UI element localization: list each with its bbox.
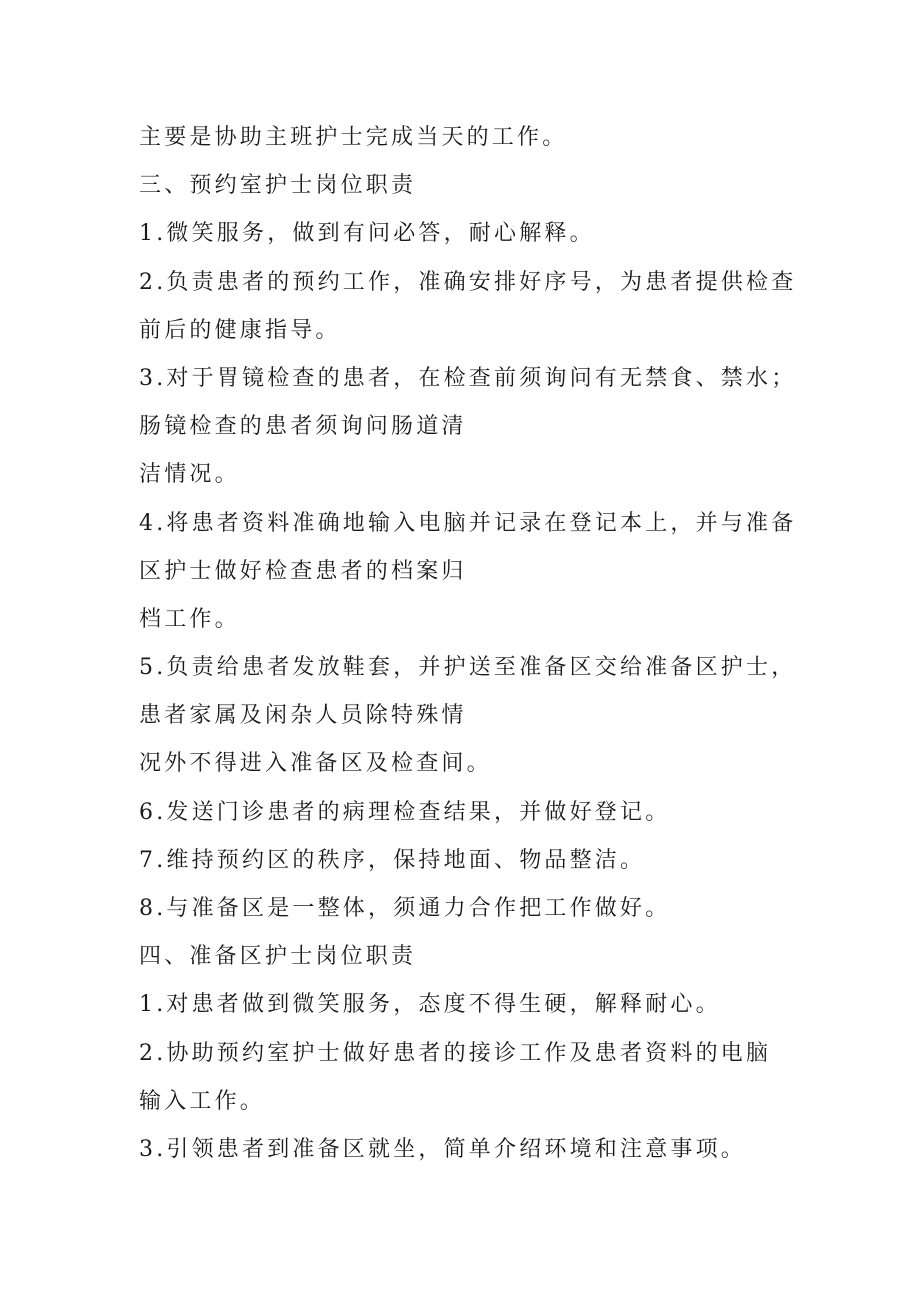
- text-line-12: 5.负责给患者发放鞋套，并护送至准备区交给准备区护士，: [139, 655, 797, 681]
- text-line-6: 3.对于胃镜检查的患者，在检查前须询问有无禁食、禁水；: [139, 365, 797, 391]
- text-line-7: 肠镜检查的患者须询问肠道清: [139, 414, 467, 440]
- document-body: [139, 114, 819, 1174]
- text-line-5: 前后的健康指导。: [139, 317, 341, 343]
- text-line-10: 区护士做好检查患者的档案归: [139, 558, 467, 584]
- text-line-8: 洁情况。: [139, 462, 240, 488]
- text-line-1: 主要是协助主班护士完成当天的工作。: [139, 125, 568, 150]
- text-line-14: 况外不得进入准备区及检查间。: [139, 751, 492, 777]
- text-line-13: 患者家属及闲杂人员除特殊情: [139, 703, 467, 729]
- text-line-3: 1.微笑服务，做到有问必答，耐心解释。: [139, 221, 595, 247]
- text-line-22: 3.引领患者到准备区就坐，简单介绍环境和注意事项。: [139, 1136, 746, 1162]
- text-line-21: 输入工作。: [139, 1088, 266, 1114]
- text-line-16: 7.维持预约区的秩序，保持地面、物品整洁。: [139, 847, 646, 873]
- text-line-4: 2.负责患者的预约工作，准确安排好序号，为患者提供检查: [139, 269, 797, 295]
- text-line-19: 1.对患者做到微笑服务，态度不得生硬，解释耐心。: [139, 992, 721, 1018]
- section-heading-4: 四、准备区护士岗位职责: [139, 944, 417, 970]
- text-line-9: 4.将患者资料准确地输入电脑并记录在登记本上，并与准备: [139, 510, 797, 536]
- text-line-15: 6.发送门诊患者的病理检查结果，并做好登记。: [139, 799, 671, 825]
- text-line-20: 2.协助预约室护士做好患者的接诊工作及患者资料的电脑: [139, 1040, 772, 1066]
- text-line-17: 8.与准备区是一整体，须通力合作把工作做好。: [139, 896, 671, 921]
- text-line-11: 档工作。: [139, 606, 240, 632]
- section-heading-3: 三、预约室护士岗位职责: [139, 173, 417, 199]
